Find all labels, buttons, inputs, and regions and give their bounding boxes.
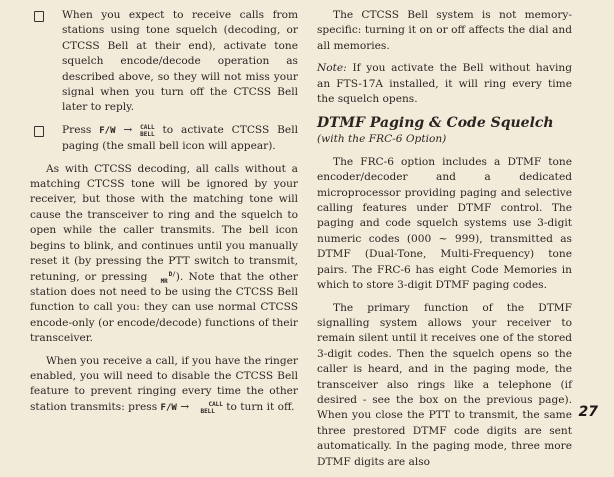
note-text: If you activate the Bell without having an FTS-17A installed, it will ring every time the squelch opens. xyxy=(317,62,572,106)
para-text-pre: As with CTCSS decoding, all calls without a matching CTCSS tone will be ignored by your receiver, but those with the matching tone will cause the transceiver to ring and the squelch to open while the caller transmits. The bell icon begins to blink, and continues until you manually reset it (by pressing the PTT switch to transmit, retuning, or pressing xyxy=(30,162,298,283)
paragraph-receive-call xyxy=(30,354,298,417)
paragraph-memory-specific: The CTCSS Bell system is not memory-specific: turning it on or off affects the dial and all memories. xyxy=(317,9,572,52)
para-text-post: ). Note that the other station does not need to be using the CTCSS Bell function to call you: they can use normal CTCSS encode-only (or encode/decode) functions of their transceiver. xyxy=(30,270,298,345)
bullet-activate-bell xyxy=(30,123,298,155)
key-d-top: D/ xyxy=(168,271,176,278)
bullet-tone-squelch xyxy=(30,8,298,116)
section-subheading: (with the FRC-6 Option) xyxy=(317,133,447,146)
note-paragraph xyxy=(317,61,572,107)
checkbox-icon xyxy=(34,126,44,137)
key-call-bottom: BELL xyxy=(140,130,155,138)
key-d-mr xyxy=(153,272,176,285)
page-number: 27 xyxy=(578,404,598,420)
left-column xyxy=(30,8,298,423)
key-fw: F/W xyxy=(99,125,116,136)
section-heading: DTMF Paging & Code Squelch xyxy=(317,115,554,132)
para-text-pre: When you receive a call, if you have the ringer enabled, you will need to disable the CTCSS Bell feature to prevent ringing every time the other station transmits: press xyxy=(30,354,298,413)
key-fw: F/W xyxy=(160,402,177,413)
checkbox-icon xyxy=(34,11,44,22)
key-call-bottom: BELL xyxy=(200,407,215,415)
paragraph-dtmf-function: The primary function of the DTMF signalling system allows your receiver to remain silent until it receives one of the stored 3-digit codes. Then the squelch opens so the caller is heard, and in the paging mode, the transceiver also rings like a telephone (if desired - see the box on the previous page). When you close the PTT to transmit, the same three prestored DTMF code digits are sent automatically. In the paging mode, three more DTMF digits are also xyxy=(317,301,572,468)
right-column xyxy=(317,8,572,477)
bullet-text: When you expect to receive calls from stations using tone squelch (decoding, or CTCSS Bell at their end), activate tone squelch encode/decode operation as described above, so they will not miss your signal when you turn off the CTCSS Bell later to reply. xyxy=(62,9,298,114)
note-label: Note: xyxy=(317,62,347,75)
paragraph-ctcss-decoding xyxy=(30,162,298,347)
paragraph-frc6: The FRC-6 option includes a DTMF tone encoder/decoder and a dedicated microprocessor providing paging and selective calling features under DTMF control. The paging and code squelch systems use 3-digit numeric codes (000 ~ 999), transmitted as DTMF (Dual-Tone, Multi-Frequency) tone pairs. The FRC-6 has eight Code Memories in which to store 3-digit DTMF paging codes. xyxy=(317,155,572,292)
bullet-text-pre: Press xyxy=(62,123,92,136)
arrow-icon: → xyxy=(180,400,190,413)
arrow-icon: → xyxy=(123,123,133,136)
key-call-top: CALL xyxy=(208,401,223,409)
para-text-post: to turn it off. xyxy=(226,400,295,413)
key-call-top: CALL xyxy=(140,124,155,132)
key-call-bell xyxy=(192,402,222,415)
bullet-text-post: to activate CTCSS Bell paging (the small bell icon will appear). xyxy=(62,123,298,153)
key-call-bell xyxy=(140,125,154,138)
key-mr-bottom: MR xyxy=(160,277,168,285)
